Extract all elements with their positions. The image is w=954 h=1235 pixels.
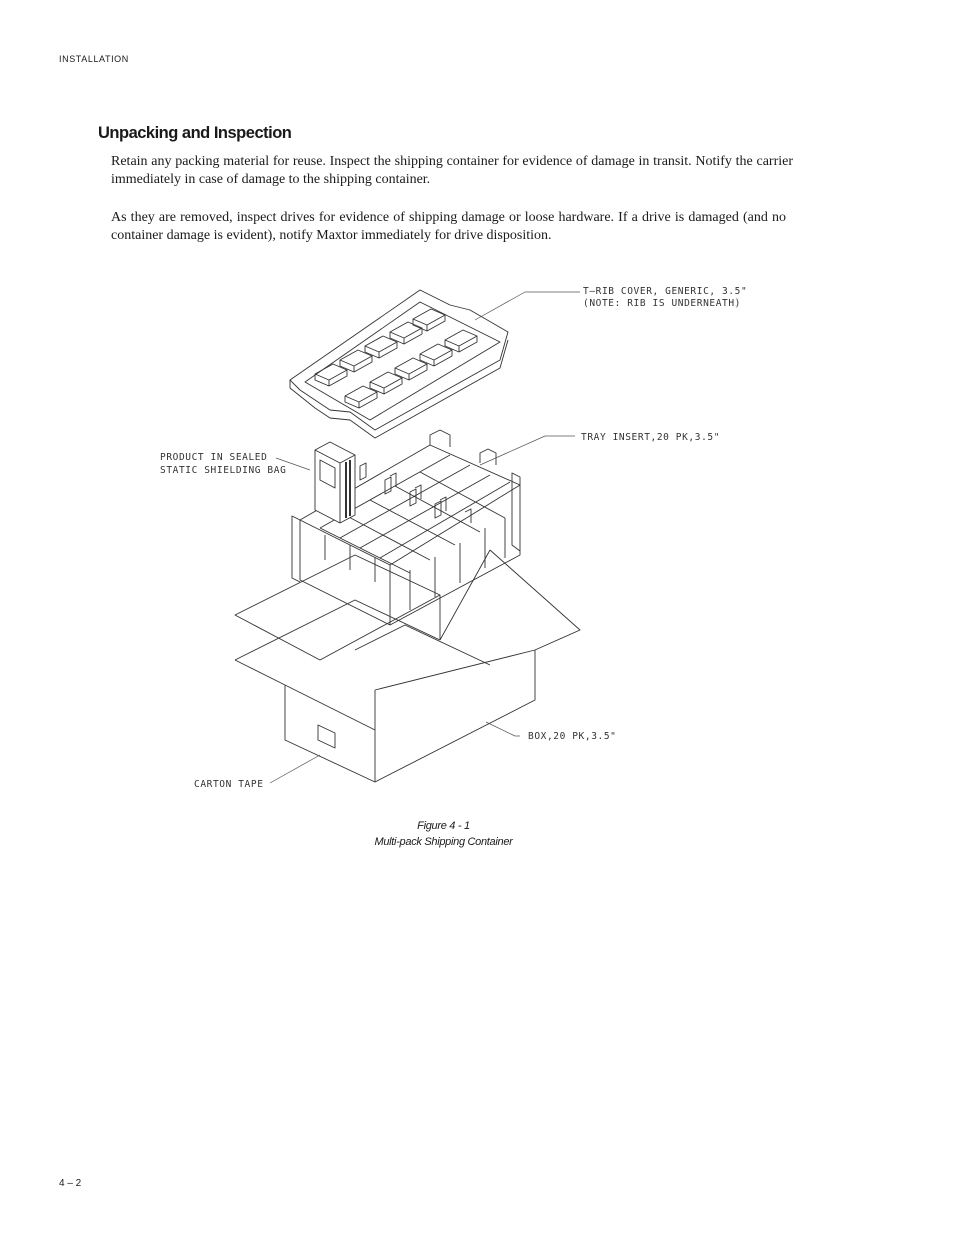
callout-tray: TRAY INSERT,20 PK,3.5" (581, 432, 721, 443)
callout-cover-line1: T–RIB COVER, GENERIC, 3.5" (583, 286, 748, 297)
callout-box: BOX,20 PK,3.5" (528, 731, 617, 742)
callout-tape: CARTON TAPE (194, 779, 264, 790)
body-paragraph-1: Retain any packing material for reuse. Inspect the shipping container for evidence of damage in transit. Notify the carrier immediately in case of damage to the shipping container. (111, 154, 793, 187)
callout-product-line1: PRODUCT IN SEALED (160, 452, 268, 463)
body-paragraph-2: As they are removed, inspect drives for evidence of shipping damage or loose hardware. If a drive is damaged (and no container damage is evident), notify Maxtor immediately for drive disposition. (111, 210, 786, 243)
page-number: 4 – 2 (59, 1178, 82, 1189)
running-header: INSTALLATION (59, 54, 129, 64)
callout-cover-line2: (NOTE: RIB IS UNDERNEATH) (583, 298, 741, 309)
drive-in-bag-drawing (315, 442, 355, 523)
section-heading: Unpacking and Inspection (98, 124, 292, 142)
exploded-view-drawing (150, 270, 770, 805)
figure-caption: Multi-pack Shipping Container (374, 836, 513, 848)
shipping-container-figure (150, 270, 770, 805)
callout-product-line2: STATIC SHIELDING BAG (160, 465, 287, 476)
figure-number: Figure 4 - 1 (417, 820, 470, 832)
t-rib-cover-drawing (290, 290, 508, 438)
